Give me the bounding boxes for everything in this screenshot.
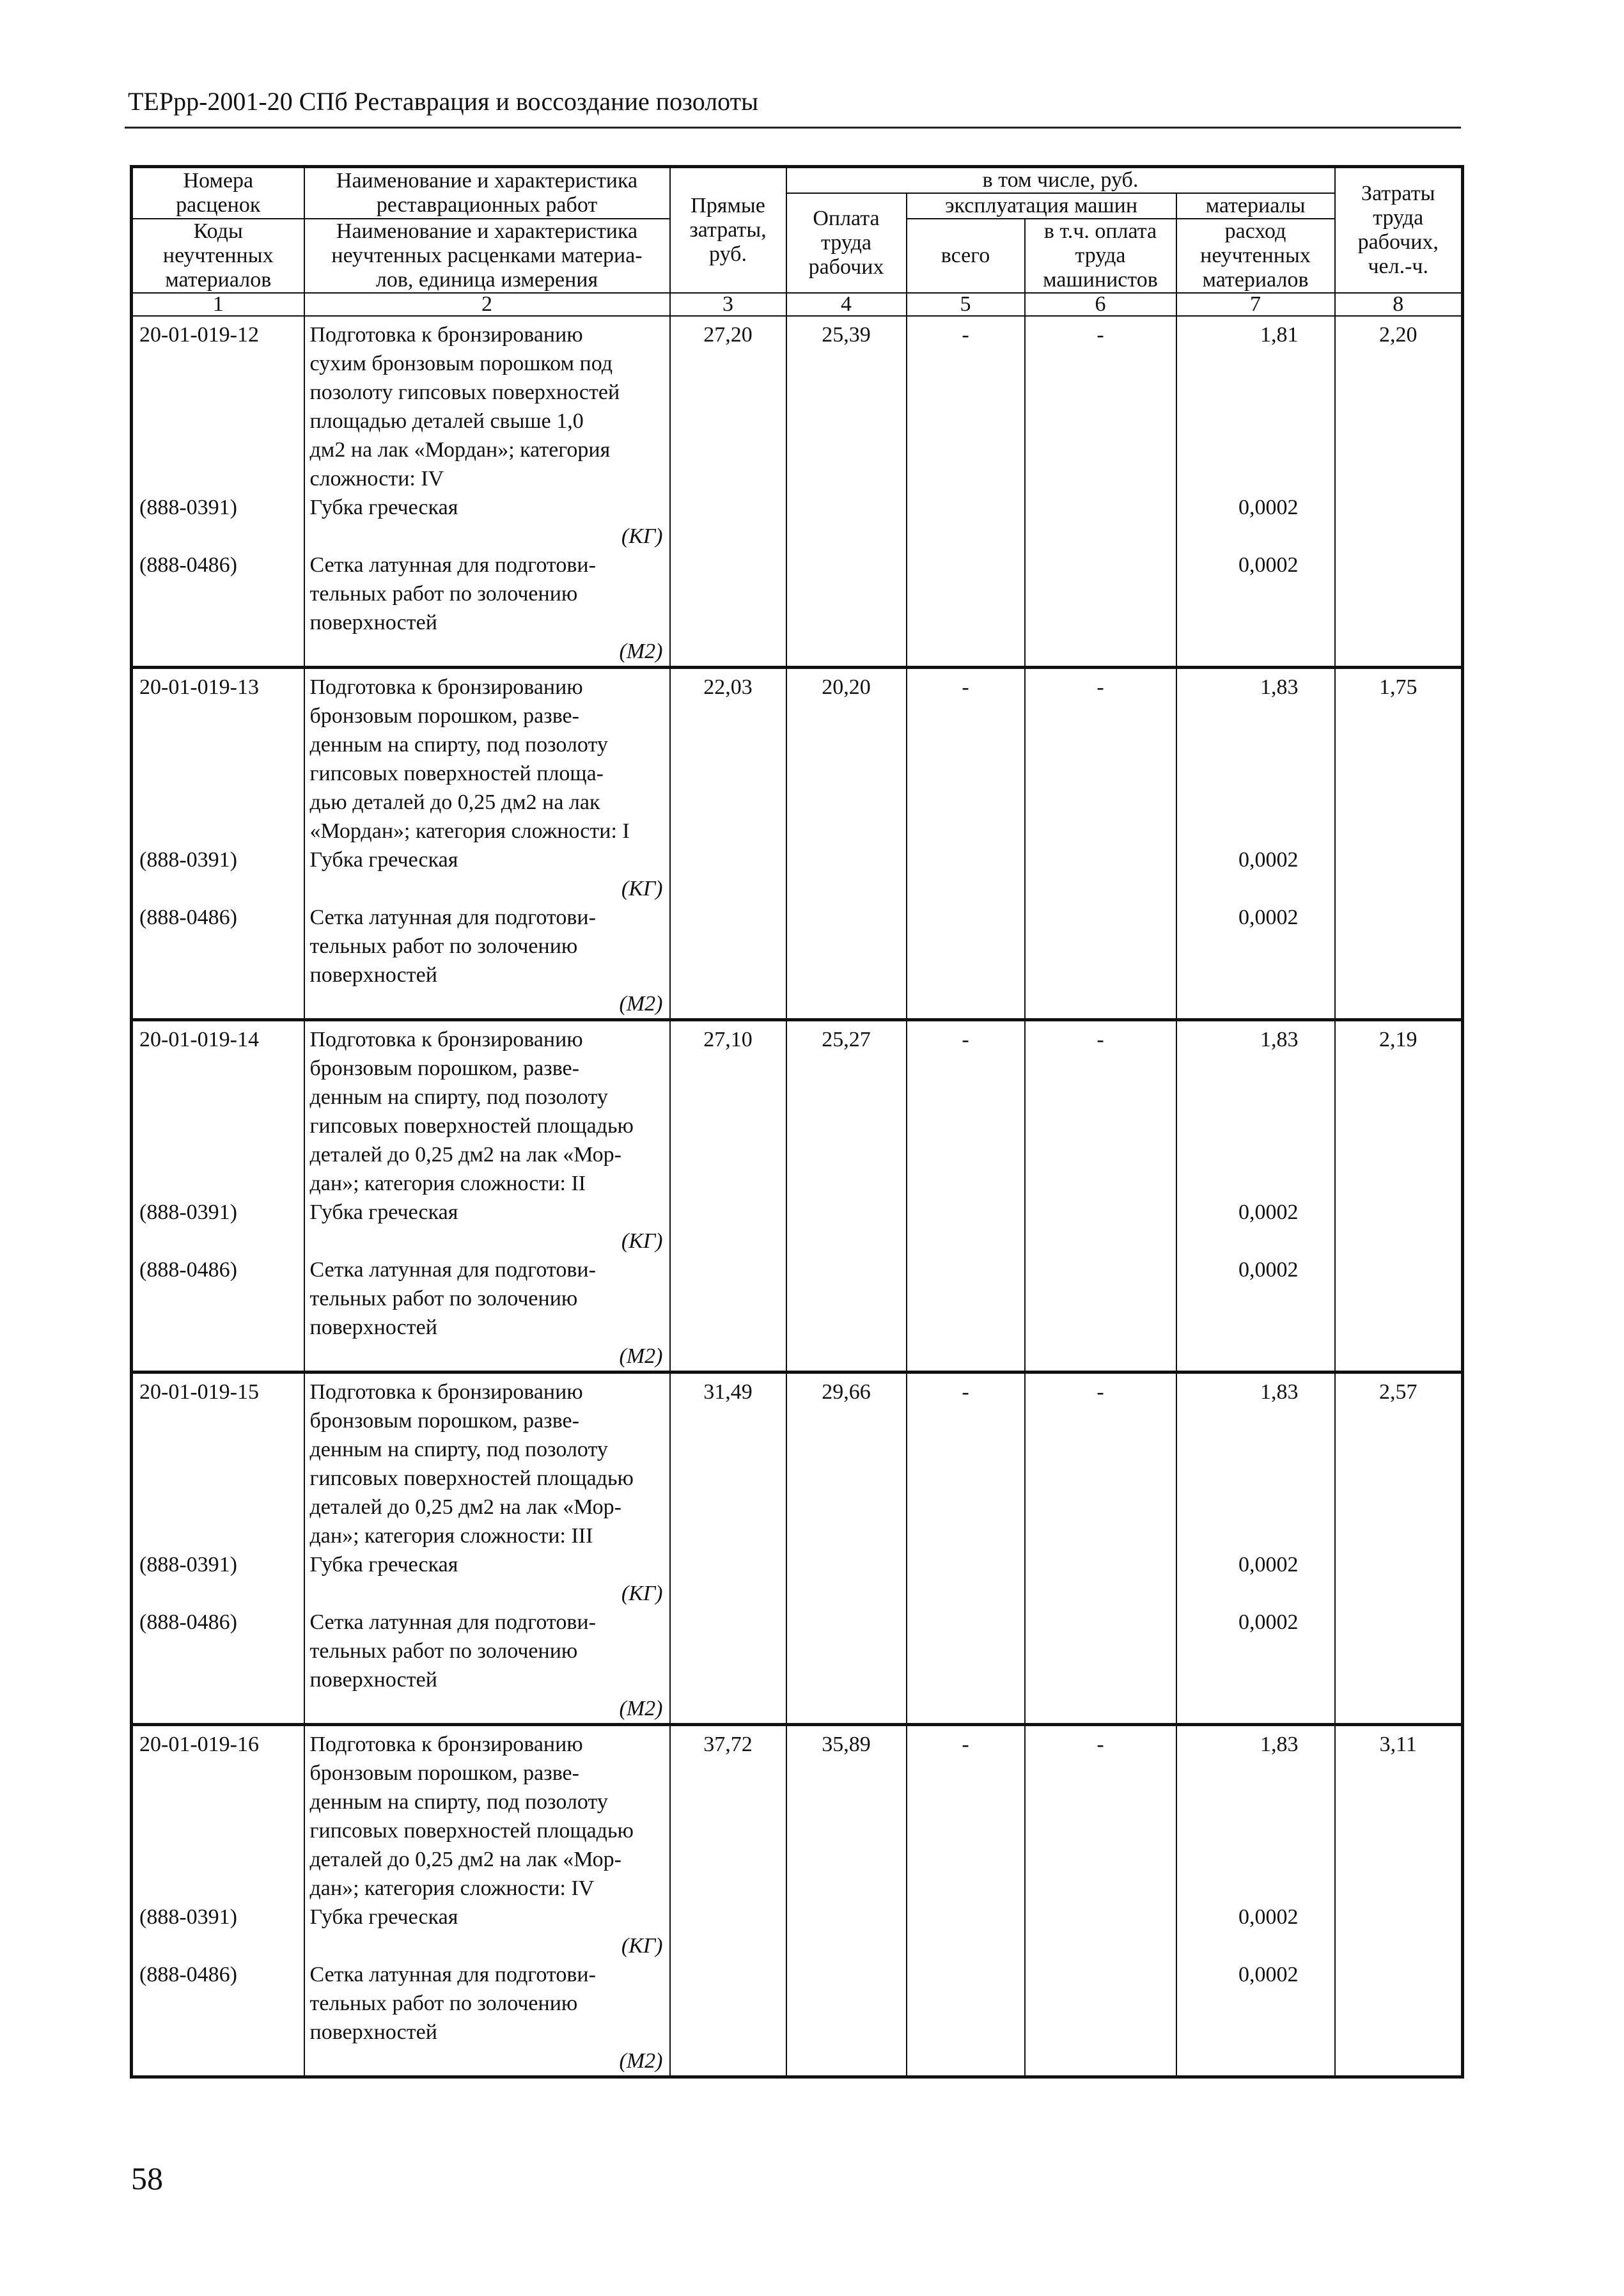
material-name: Сетка латунная для подготови- тельных работ по золочению поверхностей <box>309 553 596 634</box>
material-name: Губка греческая <box>309 1553 458 1577</box>
material-code: (888-0391) <box>132 1903 304 1960</box>
material-unit: (КГ) <box>621 524 663 548</box>
document-title: ТЕРрр-2001-20 СПб Реставрация и воссоздание позолоты <box>128 87 758 116</box>
machines-total: - <box>907 668 1025 846</box>
rates-table <box>130 165 1464 2079</box>
material-code: (888-0486) <box>132 1960 304 2077</box>
machines-total: - <box>907 1020 1025 1199</box>
header-labor-hours: Затраты труда рабочих, чел.-ч. <box>1335 167 1463 294</box>
title-rule <box>125 127 1461 129</box>
labor-hours: 2,57 <box>1335 1372 1463 1551</box>
material-row <box>132 1550 1463 1608</box>
header-including: в том числе, руб. <box>786 167 1335 194</box>
rate-code: 20-01-019-13 <box>132 668 304 846</box>
labor-hours: 3,11 <box>1335 1725 1463 1903</box>
rate-code: 20-01-019-16 <box>132 1725 304 1903</box>
machinists-pay: - <box>1025 1020 1176 1199</box>
material-unit: (М2) <box>619 1697 663 1720</box>
rate-description: Подготовка к бронзированию бронзовым порошком, разве- денным на спирту, под позолоту гипсовых поверхностей площа- дью деталей до 0,25 дм2 на лак «Мордан»; категория сложности: I <box>304 668 670 846</box>
material-consumption: 0,0002 <box>1176 1608 1335 1725</box>
rate-code: 20-01-019-12 <box>132 316 304 493</box>
direct-costs: 37,72 <box>670 1725 786 1903</box>
material-name: Губка греческая <box>309 1905 458 1929</box>
header-rate-numbers: Номера расценок <box>132 167 304 219</box>
machines-total: - <box>907 316 1025 493</box>
material-row <box>132 1960 1463 2077</box>
material-name: Губка греческая <box>309 848 458 872</box>
labor-pay: 35,89 <box>786 1725 907 1903</box>
rate-description: Подготовка к бронзированию сухим бронзовым порошком под позолоту гипсовых поверхностей площадью деталей свыше 1,0 дм2 на лак «Мордан»; категория сложности: IV <box>304 316 670 493</box>
machinists-pay: - <box>1025 668 1176 846</box>
labor-hours: 2,19 <box>1335 1020 1463 1199</box>
column-number: 1 <box>132 293 304 316</box>
column-number: 7 <box>1176 293 1335 316</box>
materials-cost: 1,83 <box>1176 1372 1335 1551</box>
material-unit: (М2) <box>619 1344 663 1368</box>
page-number: 58 <box>131 2160 163 2196</box>
material-unit: (М2) <box>619 640 663 663</box>
header-materials: материалы <box>1176 193 1335 219</box>
material-name: Сетка латунная для подготови- тельных работ по золочению поверхностей <box>309 1610 596 1692</box>
material-unit: (КГ) <box>621 1229 663 1253</box>
header-direct-costs: Прямые затраты, руб. <box>670 167 786 294</box>
rate-description: Подготовка к бронзированию бронзовым порошком, разве- денным на спирту, под позолоту гипсовых поверхностей площадью деталей до 0,25 дм2 на лак «Мор- дан»; категория сложности: III <box>304 1372 670 1551</box>
material-consumption: 0,0002 <box>1176 845 1335 903</box>
material-unit: (КГ) <box>621 877 663 900</box>
rate-row <box>132 316 1463 493</box>
rate-row <box>132 668 1463 846</box>
direct-costs: 31,49 <box>670 1372 786 1551</box>
material-code: (888-0486) <box>132 1608 304 1725</box>
column-number: 3 <box>670 293 786 316</box>
labor-pay: 25,39 <box>786 316 907 493</box>
material-unit: (М2) <box>619 992 663 1016</box>
direct-costs: 27,10 <box>670 1020 786 1199</box>
machinists-pay: - <box>1025 316 1176 493</box>
material-code: (888-0486) <box>132 1255 304 1372</box>
rate-description: Подготовка к бронзированию бронзовым порошком, разве- денным на спирту, под позолоту гипсовых поверхностей площадью деталей до 0,25 дм2 на лак «Мор- дан»; категория сложности: II <box>304 1020 670 1199</box>
labor-pay: 20,20 <box>786 668 907 846</box>
rate-code: 20-01-019-14 <box>132 1020 304 1199</box>
material-row <box>132 551 1463 668</box>
material-consumption: 0,0002 <box>1176 1198 1335 1255</box>
material-row <box>132 1198 1463 1255</box>
material-consumption: 0,0002 <box>1176 551 1335 668</box>
material-name: Губка греческая <box>309 1200 458 1224</box>
machinists-pay: - <box>1025 1372 1176 1551</box>
material-name: Губка греческая <box>309 496 458 519</box>
material-name: Сетка латунная для подготови- тельных работ по золочению поверхностей <box>309 1258 596 1339</box>
rate-row <box>132 1372 1463 1551</box>
machines-total: - <box>907 1372 1025 1551</box>
material-row <box>132 903 1463 1020</box>
material-row <box>132 1608 1463 1725</box>
labor-hours: 1,75 <box>1335 668 1463 846</box>
labor-hours: 2,20 <box>1335 316 1463 493</box>
materials-cost: 1,83 <box>1176 1725 1335 1903</box>
material-consumption: 0,0002 <box>1176 1903 1335 1960</box>
material-row <box>132 1903 1463 1960</box>
material-code: (888-0391) <box>132 1550 304 1608</box>
rate-row <box>132 1020 1463 1199</box>
header-labor-pay: Оплата труда рабочих <box>786 193 907 293</box>
column-number: 4 <box>786 293 907 316</box>
header-materials-consumption: расход неучтенных материалов <box>1176 219 1335 293</box>
material-consumption: 0,0002 <box>1176 1550 1335 1608</box>
labor-pay: 29,66 <box>786 1372 907 1551</box>
rate-row <box>132 1725 1463 1903</box>
material-consumption: 0,0002 <box>1176 1960 1335 2077</box>
header-material-names: Наименование и характеристика неучтенных расценками материа- лов, единица измерения <box>304 219 670 293</box>
material-unit: (М2) <box>619 2049 663 2073</box>
labor-pay: 25,27 <box>786 1020 907 1199</box>
rate-description: Подготовка к бронзированию бронзовым порошком, разве- денным на спирту, под позолоту гипсовых поверхностей площадью деталей до 0,25 дм2 на лак «Мор- дан»; категория сложности: IV <box>304 1725 670 1903</box>
header-material-codes: Коды неучтенных материалов <box>132 219 304 293</box>
header-machinists-pay: в т.ч. оплата труда машинистов <box>1025 219 1176 293</box>
material-unit: (КГ) <box>621 1582 663 1605</box>
material-code: (888-0391) <box>132 493 304 551</box>
header-work-name: Наименование и характеристика реставрационных работ <box>304 167 670 219</box>
direct-costs: 22,03 <box>670 668 786 846</box>
rate-code: 20-01-019-15 <box>132 1372 304 1551</box>
direct-costs: 27,20 <box>670 316 786 493</box>
column-number: 2 <box>304 293 670 316</box>
materials-cost: 1,83 <box>1176 668 1335 846</box>
table-header <box>132 167 1463 317</box>
machinists-pay: - <box>1025 1725 1176 1903</box>
header-machines-total: всего <box>907 219 1025 293</box>
column-number: 5 <box>907 293 1025 316</box>
materials-cost: 1,81 <box>1176 316 1335 493</box>
column-numbers-row <box>132 293 1463 316</box>
machines-total: - <box>907 1725 1025 1903</box>
materials-cost: 1,83 <box>1176 1020 1335 1199</box>
material-name: Сетка латунная для подготови- тельных работ по золочению поверхностей <box>309 1963 596 2044</box>
material-name: Сетка латунная для подготови- тельных работ по золочению поверхностей <box>309 906 596 987</box>
material-code: (888-0486) <box>132 903 304 1020</box>
material-consumption: 0,0002 <box>1176 903 1335 1020</box>
material-consumption: 0,0002 <box>1176 1255 1335 1372</box>
material-row <box>132 493 1463 551</box>
header-machines: эксплуатация машин <box>907 193 1176 219</box>
column-number: 8 <box>1335 293 1463 316</box>
material-unit: (КГ) <box>621 1934 663 1958</box>
material-row <box>132 845 1463 903</box>
material-code: (888-0391) <box>132 845 304 903</box>
column-number: 6 <box>1025 293 1176 316</box>
table-body <box>132 316 1463 2077</box>
material-consumption: 0,0002 <box>1176 493 1335 551</box>
material-row <box>132 1255 1463 1372</box>
material-code: (888-0486) <box>132 551 304 668</box>
material-code: (888-0391) <box>132 1198 304 1255</box>
